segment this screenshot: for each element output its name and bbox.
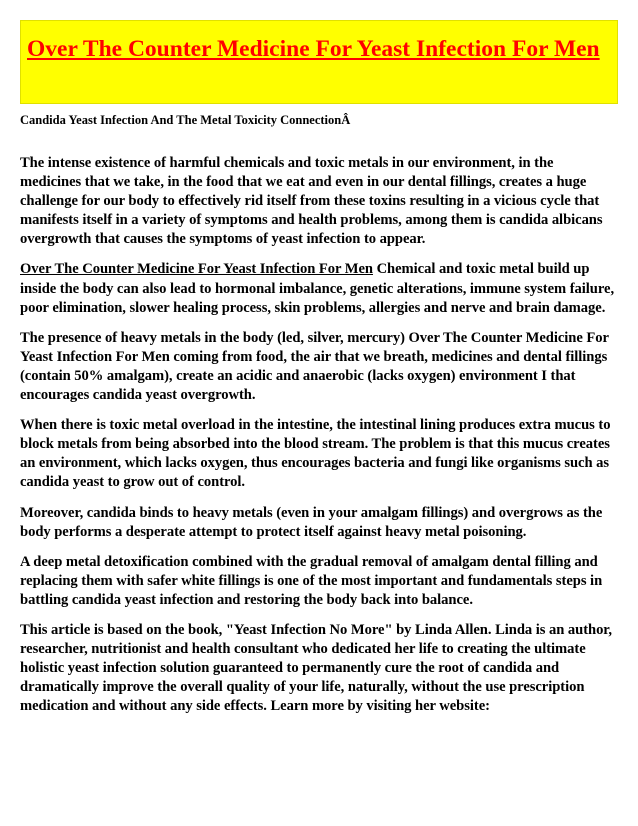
paragraph-4: When there is toxic metal overload in the intestine, the intestinal lining produces extra mucus to block metals from being absorbed into the blood stream. The problem is that this mucus creates an environment, which lacks oxygen, thus encourages bacteria and fungi like organisms such as candida yeast to grow out of control. (20, 417, 611, 491)
paragraph-2-text: Chemical and toxic metal build up inside the body can also lead to hormonal imbalance, genetic alterations, immune system failure, poor elimination, slower healing process, skin problems, allergies and nerve and brain damage. (20, 261, 615, 316)
paragraph-5: Moreover, candida binds to heavy metals (even in your amalgam fillings) and overgrows as the body performs a desperate attempt to protect itself against heavy metal poisoning. (20, 504, 603, 540)
page-title[interactable]: Over The Counter Medicine For Yeast Infection For Men (27, 36, 600, 62)
paragraph-1: The intense existence of harmful chemicals and toxic metals in our environment, in the medicines that we take, in the food that we eat and even in our dental fillings, creates a huge challenge for our body to effectively rid itself from these toxins resulting in a vicious cycle that manifests itself in a variety of symptoms and health problems, among them is candida albicans overgrowth that causes the symptoms of yeast infection to appear. (20, 155, 603, 248)
article-title-link[interactable]: Over The Counter Medicine For Yeast Infection For Men (20, 261, 373, 278)
paragraph-7: This article is based on the book, "Yeast Infection No More" by Linda Allen. Linda is an author, researcher, nutritionist and health consultant who dedicated her life to creating the ultimate holistic yeast infection solution guaranteed to permanently cure the root of candida and dramatically improve the overall quality of your life, naturally, without the use prescription medication and without any side effects. Learn more by visiting her website: (20, 621, 612, 715)
paragraph-6: A deep metal detoxification combined with the gradual removal of amalgam dental filling and replacing them with safer white fillings is one of the most important and fundamentals steps in battling candida yeast infection and restoring the body back into balance. (20, 553, 603, 608)
paragraph-3: The presence of heavy metals in the body (led, silver, mercury) Over The Counter Medicine For Yeast Infection For Men coming from food, the air that we breath, medicines and dental fillings (contain 50% amalgam), create an acidic and anaerobic (lacks oxygen) environment I that encourages candida yeast overgrowth. (20, 329, 609, 404)
paragraph-2 (20, 260, 618, 317)
title-banner (20, 20, 618, 104)
subtitle: Candida Yeast Infection And The Metal Toxicity ConnectionÂ (20, 113, 351, 127)
document-page (20, 20, 618, 716)
